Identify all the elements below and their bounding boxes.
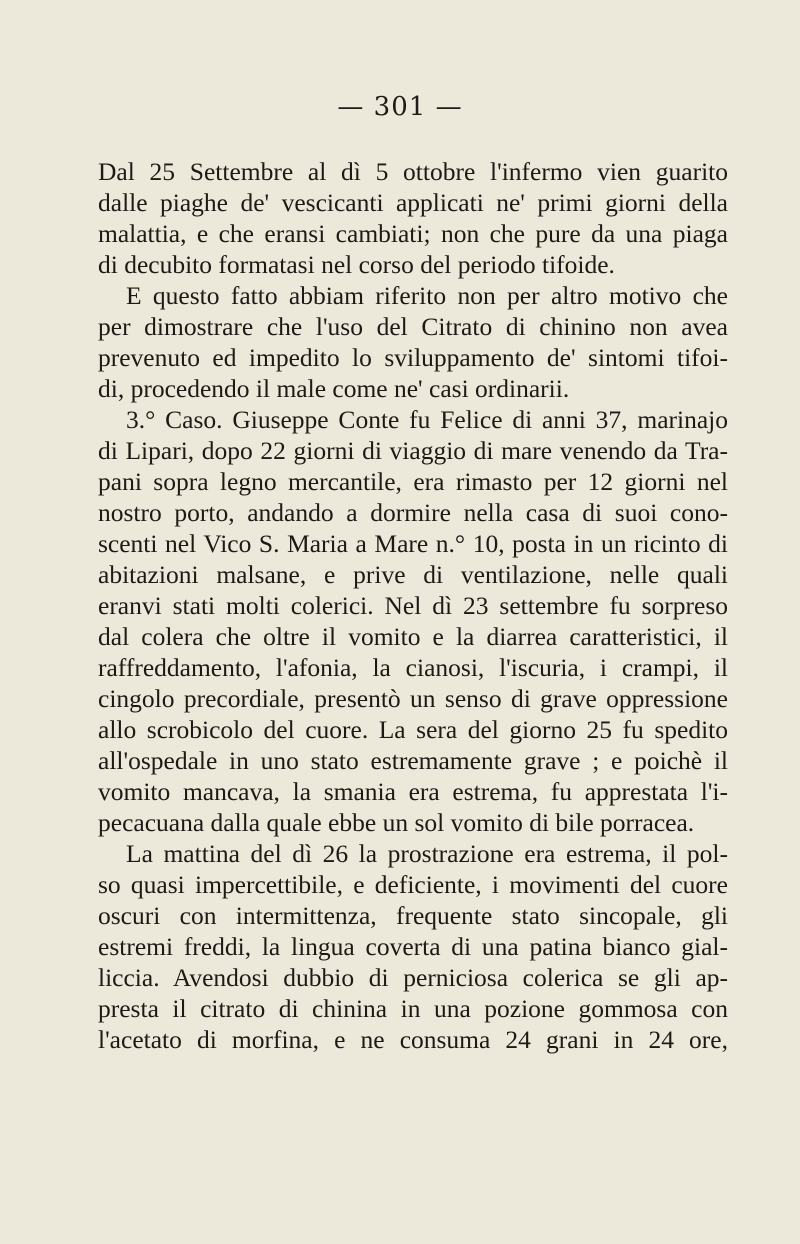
text-line: 3.° Caso. Giuseppe Conte fu Felice di anni 37, marinajo	[126, 405, 728, 434]
text-line: di, procedendo il male come ne' casi ordinarii.	[98, 374, 570, 403]
text-line: E questo fatto abbiam riferito non per altro motivo che	[126, 281, 728, 310]
body-text	[98, 156, 728, 1055]
text-line: prevenuto ed impedito lo sviluppamento de' sintomi tifoi-	[98, 343, 728, 372]
text-line: malattia, e che eransi cambiati; non che pure da una piaga	[98, 219, 728, 248]
text-line: eranvi stati molti colerici. Nel dì 23 settembre fu sorpreso	[98, 591, 728, 620]
text-line: oscuri con intermittenza, frequente stato sincopale, gli	[98, 901, 728, 930]
text-line: Dal 25 Settembre al dì 5 ottobre l'infermo vien guarito	[98, 157, 728, 186]
text-line: estremi freddi, la lingua coverta di una patina bianco gial-	[98, 932, 728, 961]
text-line: di Lipari, dopo 22 giorni di viaggio di mare venendo da Tra-	[98, 436, 728, 465]
text-line: dalle piaghe de' vescicanti applicati ne' primi giorni della	[98, 188, 728, 217]
text-line: presta il citrato di chinina in una pozione gommosa con	[98, 994, 728, 1023]
text-line: vomito mancava, la smania era estrema, fu apprestata l'i-	[98, 777, 728, 806]
text-line: scenti nel Vico S. Maria a Mare n.° 10, posta in un ricinto di	[98, 529, 728, 558]
text-line: all'ospedale in uno stato estremamente grave ; e poichè il	[98, 746, 728, 775]
text-line: di decubito formatasi nel corso del periodo tifoide.	[98, 250, 615, 279]
text-line: abitazioni malsane, e prive di ventilazione, nelle quali	[98, 560, 728, 589]
page-number: — 301 —	[337, 92, 463, 122]
text-line: dal colera che oltre il vomito e la diarrea caratteristici, il	[98, 622, 728, 651]
text-line: pecacuana dalla quale ebbe un sol vomito di bile porracea.	[98, 808, 695, 837]
text-line: raffreddamento, l'afonia, la cianosi, l'iscuria, i crampi, il	[98, 653, 728, 682]
text-line: nostro porto, andando a dormire nella casa di suoi cono-	[98, 498, 728, 527]
text-line: per dimostrare che l'uso del Citrato di chinino non avea	[98, 312, 728, 341]
text-line: liccia. Avendosi dubbio di perniciosa colerica se gli ap-	[98, 963, 728, 992]
text-line: La mattina del dì 26 la prostrazione era estrema, il pol-	[126, 839, 728, 868]
text-line: so quasi impercettibile, e deficiente, i movimenti del cuore	[98, 870, 728, 899]
text-line: allo scrobicolo del cuore. La sera del giorno 25 fu spedito	[98, 715, 728, 744]
text-line: pani sopra legno mercantile, era rimasto per 12 giorni nel	[98, 467, 728, 496]
text-line: l'acetato di morfina, e ne consuma 24 grani in 24 ore,	[98, 1025, 728, 1054]
text-line: cingolo precordiale, presentò un senso di grave oppressione	[98, 684, 728, 713]
